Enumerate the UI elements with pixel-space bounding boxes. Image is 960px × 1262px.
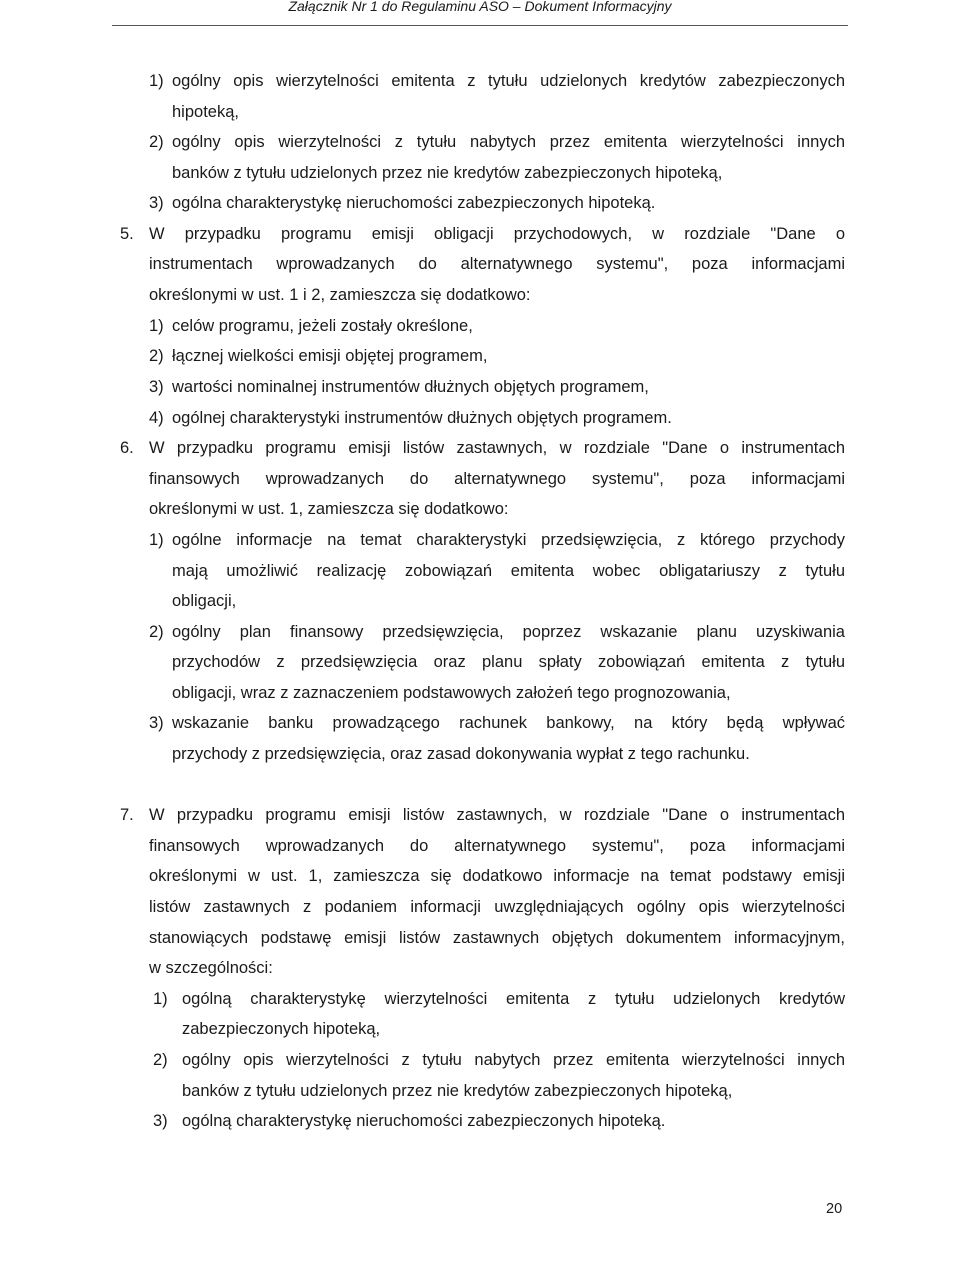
- item-text-line: przychodów z przedsięwzięcia oraz planu spłaty zobowiązań emitenta z tytułu: [172, 653, 845, 671]
- item-text-line: banków z tytułu udzielonych przez nie kredytów zabezpieczonych hipoteką,: [182, 1082, 733, 1100]
- item-text-line: ogólny plan finansowy przedsięwzięcia, poprzez wskazanie planu uzyskiwania: [172, 623, 845, 641]
- item-number: 1): [149, 72, 164, 90]
- item-text-line: ogólną charakterystykę wierzytelności emitenta z tytułu udzielonych kredytów: [182, 990, 845, 1008]
- item-text-line: ogólny opis wierzytelności emitenta z tytułu udzielonych kredytów zabezpieczonych: [172, 72, 845, 90]
- item-text-line: obligacji,: [172, 592, 237, 610]
- section-text-line: w szczególności:: [149, 959, 273, 977]
- item-text-line: celów programu, jeżeli zostały określone,: [172, 317, 473, 335]
- item-number: 3): [149, 194, 164, 212]
- item-text-line: banków z tytułu udzielonych przez nie kredytów zabezpieczonych hipoteką,: [172, 164, 723, 182]
- item-number: 2): [149, 623, 164, 641]
- section-number: 6.: [120, 439, 134, 457]
- item-text-line: hipoteką,: [172, 103, 239, 121]
- item-number: 1): [149, 317, 164, 335]
- section-text-line: stanowiących podstawę emisji listów zastawnych objętych dokumentem informacyjnym,: [149, 929, 845, 947]
- item-number: 4): [149, 409, 164, 427]
- item-text-line: ogólnej charakterystyki instrumentów dłużnych objętych programem.: [172, 409, 672, 427]
- section-text-line: W przypadku programu emisji listów zastawnych, w rozdziale "Dane o instrumentach: [149, 439, 845, 457]
- section-text-line: określonymi w ust. 1 i 2, zamieszcza się dodatkowo:: [149, 286, 531, 304]
- section-text-line: listów zastawnych z podaniem informacji uwzględniających ogólny opis wierzytelności: [149, 898, 845, 916]
- page-number: 20: [826, 1201, 843, 1217]
- item-text-line: zabezpieczonych hipoteką,: [182, 1020, 381, 1038]
- item-text-line: przychody z przedsięwzięcia, oraz zasad dokonywania wypłat z tego rachunku.: [172, 745, 750, 763]
- item-number: 2): [153, 1051, 168, 1069]
- item-number: 3): [149, 378, 164, 396]
- section-text-line: W przypadku programu emisji obligacji przychodowych, w rozdziale "Dane o: [149, 225, 845, 243]
- header-rule: [112, 25, 848, 26]
- item-number: 3): [153, 1112, 168, 1130]
- item-text-line: ogólną charakterystykę nieruchomości zabezpieczonych hipoteką.: [182, 1112, 666, 1130]
- page-header: [0, 0, 960, 26]
- item-number: 2): [149, 347, 164, 365]
- section-text-line: określonymi w ust. 1, zamieszcza się dodatkowo informacje na temat podstawy emisji: [149, 867, 845, 885]
- section-number: 7.: [120, 806, 134, 824]
- item-text-line: ogólne informacje na temat charakterystyki przedsięwzięcia, z którego przychody: [172, 531, 845, 549]
- section-text-line: instrumentach wprowadzanych do alternatywnego systemu", poza informacjami: [149, 255, 845, 273]
- item-text-line: ogólny opis wierzytelności z tytułu nabytych przez emitenta wierzytelności innych: [172, 133, 845, 151]
- section-text-line: W przypadku programu emisji listów zastawnych, w rozdziale "Dane o instrumentach: [149, 806, 845, 824]
- item-text-line: łącznej wielkości emisji objętej programem,: [172, 347, 488, 365]
- item-text-line: mają umożliwić realizację zobowiązań emitenta wobec obligatariuszy z tytułu: [172, 562, 845, 580]
- item-text-line: obligacji, wraz z zaznaczeniem podstawowych założeń tego prognozowania,: [172, 684, 731, 702]
- item-number: 1): [149, 531, 164, 549]
- item-text-line: wartości nominalnej instrumentów dłużnych objętych programem,: [172, 378, 649, 396]
- item-number: 3): [149, 714, 164, 732]
- section-text-line: finansowych wprowadzanych do alternatywnego systemu", poza informacjami: [149, 470, 845, 488]
- item-text-line: ogólna charakterystykę nieruchomości zabezpieczonych hipoteką.: [172, 194, 656, 212]
- item-number: 1): [153, 990, 168, 1008]
- item-number: 2): [149, 133, 164, 151]
- header-title: Załącznik Nr 1 do Regulaminu ASO – Dokument Informacyjny: [288, 0, 672, 14]
- section-number: 5.: [120, 225, 134, 243]
- section-text-line: finansowych wprowadzanych do alternatywnego systemu", poza informacjami: [149, 837, 845, 855]
- item-text-line: wskazanie banku prowadzącego rachunek bankowy, na który będą wpływać: [172, 714, 845, 732]
- item-text-line: ogólny opis wierzytelności z tytułu nabytych przez emitenta wierzytelności innych: [182, 1051, 845, 1069]
- section-text-line: określonymi w ust. 1, zamieszcza się dodatkowo:: [149, 500, 509, 518]
